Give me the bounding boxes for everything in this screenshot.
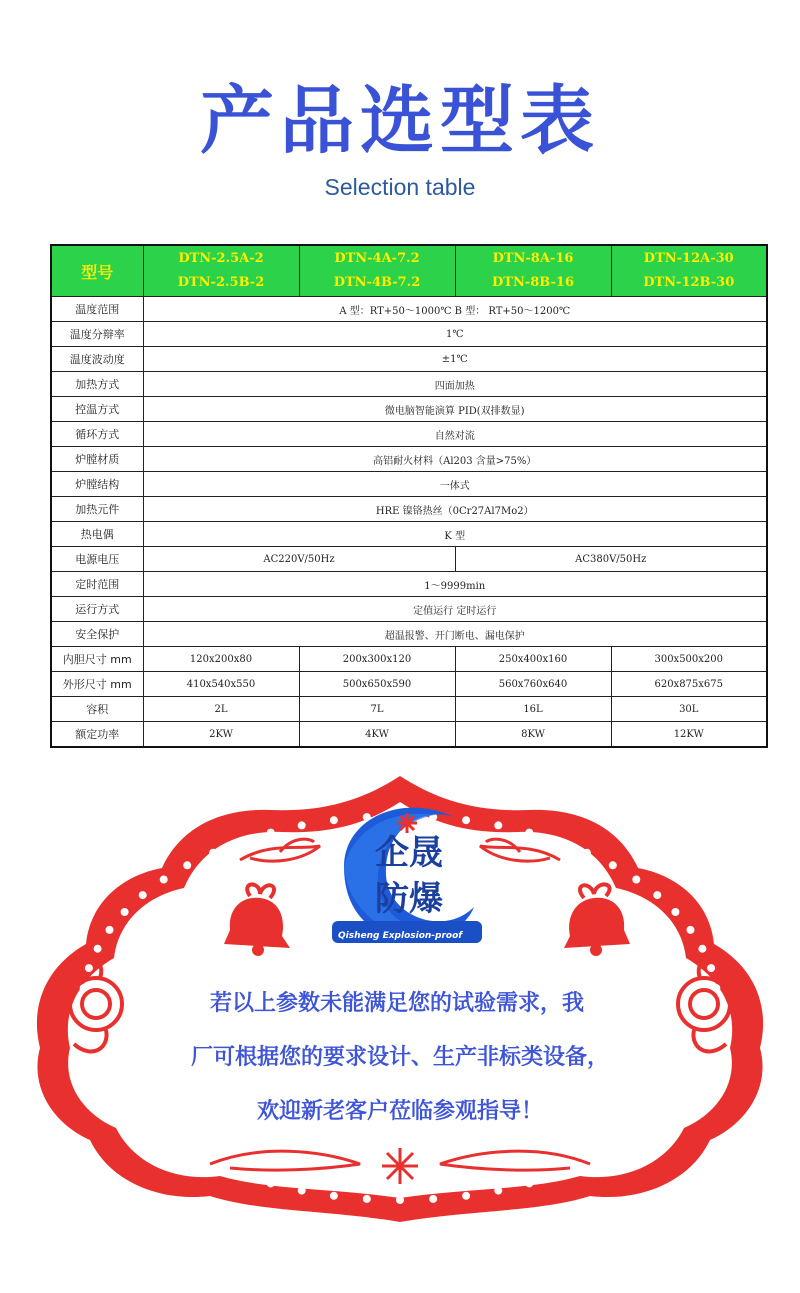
banner-dot [707,964,715,972]
table-row [51,522,767,547]
model-b: DTN-4B-7.2 [333,275,421,290]
banner-dot [494,1187,502,1195]
banner-dot [525,829,533,837]
row-value: 500x650x590 [299,672,455,697]
banner-dot [209,849,217,857]
banner-dot [609,1147,617,1155]
banner-dot [583,849,591,857]
banner-dot [555,1170,563,1178]
row-value: 四面加热 [143,372,767,397]
table-row [51,472,767,497]
snowflake-icon-bottom [382,1148,418,1184]
logo-line-1: 企晟 [375,833,443,873]
row-value: 30L [611,697,767,722]
banner-dot [632,1133,640,1141]
row-label: 外形尺寸 mm [51,672,143,697]
header-model-1 [143,245,299,297]
row-value: 16L [455,697,611,722]
company-logo [324,797,494,957]
table-row [51,497,767,522]
message-line-2: 厂可根据您的要求设计、生产非标类设备， [190,1045,609,1070]
banner-dot [555,838,563,846]
banner-dot [687,1082,695,1090]
selection-table [50,244,768,748]
table-row [51,347,767,372]
table-row [51,622,767,647]
banner-dot [330,1192,338,1200]
table-row [51,722,767,748]
banner-dot [160,1133,168,1141]
banner-dot [298,821,306,829]
banner-dot [609,861,617,869]
row-value: K 型 [143,522,767,547]
logo-english: Qisheng Explosion-proof [338,931,463,941]
row-label: 电源电压 [51,547,143,572]
row-label: 温度分辩率 [51,322,143,347]
banner-dot [183,1147,191,1155]
row-value: 微电脑智能演算 PID(双排数显) [143,397,767,422]
header-model-2 [299,245,455,297]
row-label: 温度波动度 [51,347,143,372]
banner-dot [363,1195,371,1203]
table-row [51,597,767,622]
row-label: 安全保护 [51,622,143,647]
banner-dot [183,861,191,869]
row-value: HRE 镍铬热丝（0Cr27Al7Mo2） [143,497,767,522]
table-row [51,647,767,672]
model-b: DTN-8B-16 [492,275,574,290]
row-label: 容积 [51,697,143,722]
page-title: 产品选型表 [200,78,600,164]
row-value: ±1℃ [143,347,767,372]
row-value: 定值运行 定时运行 [143,597,767,622]
model-a: DTN-8A-16 [492,251,574,266]
banner-dot [237,1170,245,1178]
row-label: 运行方式 [51,597,143,622]
table-row [51,297,767,322]
table-row [51,372,767,397]
model-a: DTN-2.5A-2 [178,251,264,266]
row-value: 2KW [143,722,299,748]
banner-dot [632,876,640,884]
table-row [51,422,767,447]
row-value: 250x400x160 [455,647,611,672]
banner-dot [267,1179,275,1187]
row-label: 控温方式 [51,397,143,422]
header-label: 型号 [51,245,143,297]
row-label: 加热方式 [51,372,143,397]
banner-dot [298,1187,306,1195]
banner-dot [671,908,679,916]
row-value: 7L [299,697,455,722]
row-value: 120x200x80 [143,647,299,672]
row-value: 自然对流 [143,422,767,447]
header-model-3 [455,245,611,297]
row-label: 热电偶 [51,522,143,547]
model-b: DTN-12B-30 [643,275,735,290]
row-value: 560x760x640 [455,672,611,697]
header-model-4 [611,245,767,297]
table-row [51,672,767,697]
table-row [51,572,767,597]
row-label: 炉膛材质 [51,447,143,472]
banner-dot [106,1082,114,1090]
table-header-row [51,245,767,297]
table-row [51,447,767,472]
row-value: 200x300x120 [299,647,455,672]
row-value: 300x500x200 [611,647,767,672]
table-row [51,547,767,572]
banner-dot [121,908,129,916]
row-label: 额定功率 [51,722,143,748]
row-value: 高铝耐火材料（Al203 含量>75%） [143,447,767,472]
row-value: 1℃ [143,322,767,347]
banner-dot [525,1179,533,1187]
row-value: 超温报警、开门断电、漏电保护 [143,622,767,647]
logo-line-2: 防爆 [375,879,443,919]
banner-dot [139,891,147,899]
row-label: 循环方式 [51,422,143,447]
row-value: 1～9999min [143,572,767,597]
table-row [51,697,767,722]
row-value: 410x540x550 [143,672,299,697]
banner-dot [85,964,93,972]
row-label: 定时范围 [51,572,143,597]
row-label: 内胆尺寸 mm [51,647,143,672]
message-line-3: 欢迎新老客户莅临参观指导！ [256,1099,543,1124]
banner-dot [267,829,275,837]
banner-dot [106,926,114,934]
banner-dot [687,926,695,934]
row-value: 一体式 [143,472,767,497]
banner-dot [396,1196,404,1204]
row-value: 620x875x675 [611,672,767,697]
banner-dot [160,876,168,884]
table-row [51,397,767,422]
row-value: AC220V/50Hz [143,547,455,572]
row-value: 4KW [299,722,455,748]
banner-dot [429,1195,437,1203]
banner-dot [94,945,102,953]
banner-dot [462,1192,470,1200]
banner-dot [494,821,502,829]
row-value: 12KW [611,722,767,748]
row-value: AC380V/50Hz [455,547,767,572]
row-label: 炉膛结构 [51,472,143,497]
message-line-1: 若以上参数未能满足您的试验需求，我 [210,991,585,1016]
banner-dot [698,945,706,953]
row-label: 温度范围 [51,297,143,322]
page-subtitle: Selection table [324,174,476,200]
row-value: 2L [143,697,299,722]
row-value: 8KW [455,722,611,748]
table-row [51,322,767,347]
model-a: DTN-12A-30 [643,251,734,266]
row-value: A 型：RT+50～1000℃ B 型： RT+50～1200℃ [143,297,767,322]
model-a: DTN-4A-7.2 [334,251,420,266]
model-b: DTN-2.5B-2 [177,275,265,290]
row-label: 加热元件 [51,497,143,522]
banner-dot [237,838,245,846]
banner-dot [653,891,661,899]
